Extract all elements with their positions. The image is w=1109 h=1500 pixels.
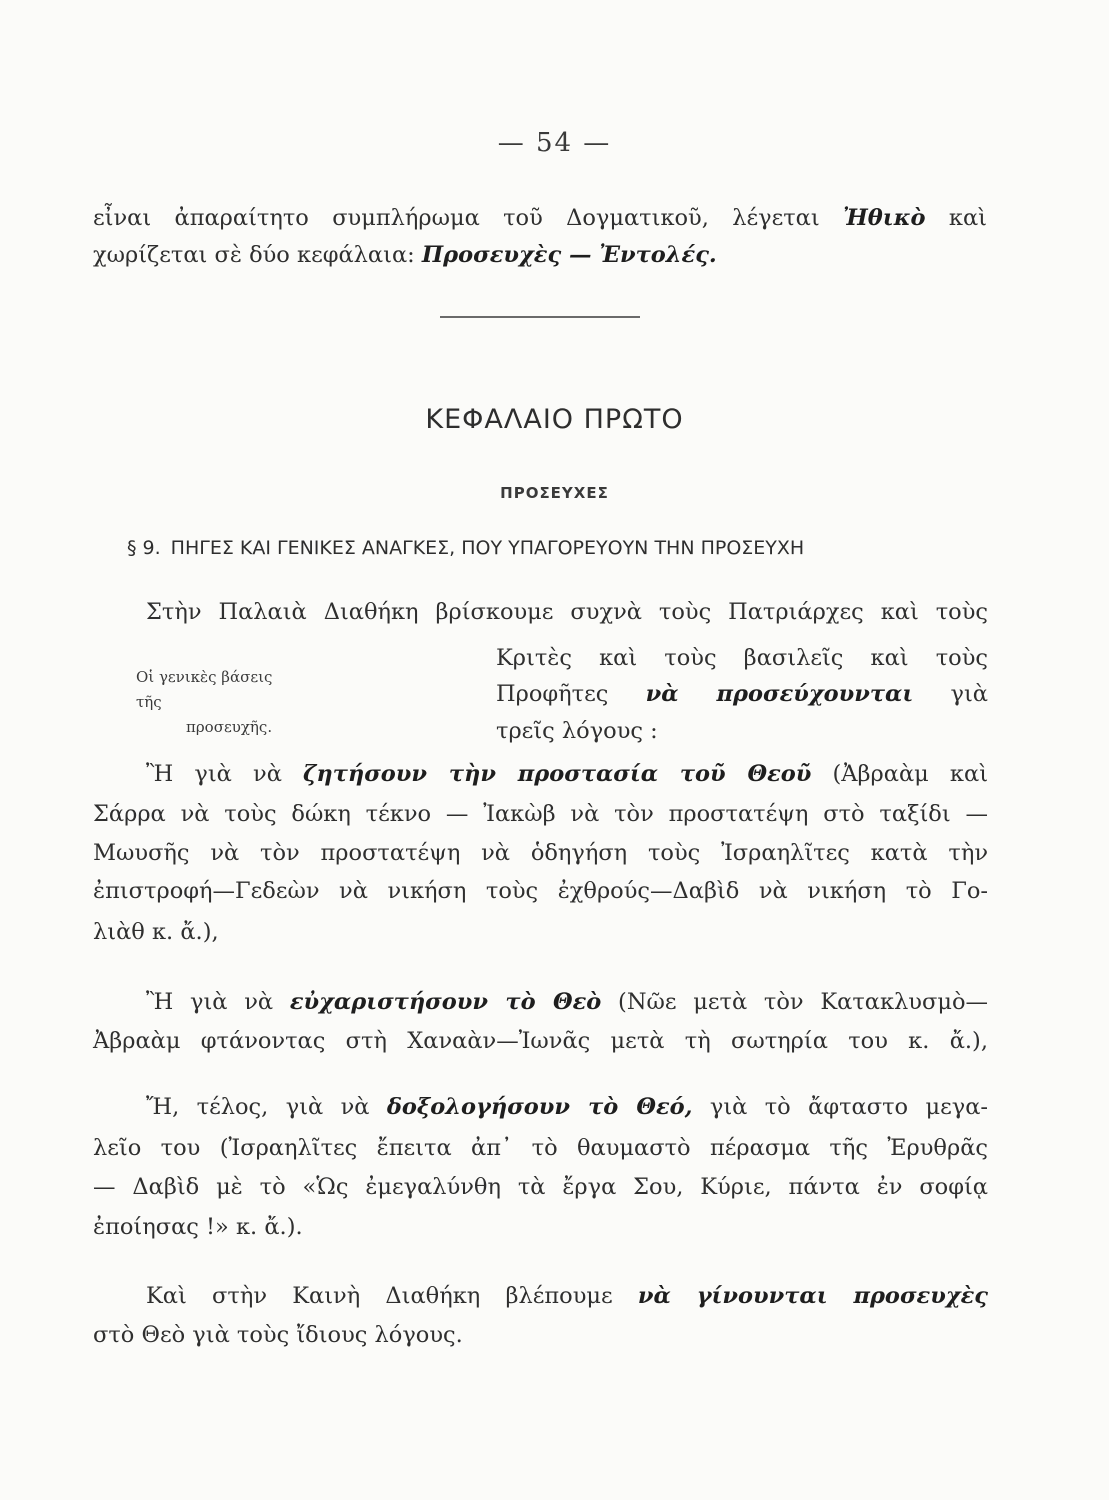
para1-line-4: τρεῖς λόγους :: [496, 718, 658, 744]
para2-line-3: Μωυσῆς νὰ τὸν προστατέψη νὰ ὁδηγήση τοὺς Ἰσραηλῖτες κατὰ τὴν: [93, 840, 988, 866]
para1-text-end: γιὰ: [913, 681, 988, 707]
margin-note-line-1: Οἱ γενικὲς βάσεις τῆς: [136, 668, 273, 711]
para3-emphasis: εὐχαριστήσουν τὸ Θεὸ: [289, 989, 602, 1015]
intro-line-1: [93, 203, 987, 233]
para3-line-2: Ἀβραὰμ φτάνοντας στὴ Χαναὰν—Ἰωνᾶς μετὰ τὴ σωτηρία του κ. ἄ.),: [93, 1028, 988, 1054]
para1-emphasis: νὰ προσεύχουνται: [645, 681, 914, 707]
para1-line-1: Στὴν Παλαιὰ Διαθήκη βρίσκουμε συχνὰ τοὺς Πατριάρχες καὶ τοὺς: [146, 599, 988, 625]
para4-line-1: [146, 1092, 988, 1122]
para5-emphasis: νὰ γίνουνται προσευχὲς: [637, 1283, 988, 1309]
section-heading: [127, 537, 804, 559]
para4-emphasis: δοξολογήσουν τὸ Θεό,: [386, 1094, 693, 1120]
para5-line-1: [146, 1281, 988, 1311]
intro-line-2: [93, 240, 717, 270]
para2-emphasis: ζητήσουν τὴν προστασία τοῦ Θεοῦ: [303, 761, 812, 787]
para5-text: Καὶ στὴν Καινὴ Διαθήκη βλέπουμε: [146, 1283, 638, 1309]
para2-text: Ἢ γιὰ νὰ: [146, 761, 304, 787]
para4-line-3: — Δαβὶδ μὲ τὸ «Ὡς ἐμεγαλύνθη τὰ ἔργα Σου, Κύριε, πάντα ἐν σοφίᾳ: [93, 1174, 988, 1200]
para3-text-end: (Νῶε μετὰ τὸν Κατακλυσμὸ—: [601, 989, 989, 1015]
intro-text-end: καὶ: [925, 205, 987, 231]
margin-note-line-2: προσευχῆς.: [186, 718, 273, 736]
para1-line-3: [496, 679, 988, 709]
para2-line-1: [146, 759, 988, 789]
para2-text-end: (Ἀβραὰμ καὶ: [811, 761, 989, 787]
para2-line-4: ἐπιστροφή—Γεδεὼν νὰ νικήση τοὺς ἐχθρούς—Δαβὶδ νὰ νικήση τὸ Γο-: [93, 878, 988, 904]
para3-text: Ἢ γιὰ νὰ: [146, 989, 290, 1015]
chapter-title: ΚΕΦΑΛΑΙΟ ΠΡΩΤΟ: [425, 404, 684, 435]
para2-line-2: Σάρρα νὰ τοὺς δώκη τέκνο — Ἰακὼβ νὰ τὸν προστατέψη στὸ ταξίδι —: [93, 801, 988, 827]
ornamental-divider: [440, 316, 640, 318]
section-heading-text: ΠΗΓΕΣ ΚΑΙ ΓΕΝΙΚΕΣ ΑΝΑΓΚΕΣ, ΠΟΥ ΥΠΑΓΟΡΕΥΟΥΝ ΤΗΝ ΠΡΟΣΕΥΧΗ: [170, 537, 805, 559]
margin-note: [136, 665, 286, 740]
para4-text: Ἤ, τέλος, γιὰ νὰ: [146, 1094, 387, 1120]
intro-text: χωρίζεται σὲ δύο κεφάλαια:: [93, 242, 422, 268]
chapters-terms: Προσευχὲς — Ἐντολές.: [421, 242, 717, 268]
para1-text: Προφῆτες: [496, 681, 646, 707]
intro-text: εἶναι ἀπαραίτητο συμπλήρωμα τοῦ Δογματικοῦ, λέγεται: [93, 205, 844, 231]
para4-text-end: γιὰ τὸ ἄφταστο μεγα-: [692, 1094, 989, 1120]
para3-line-1: [146, 987, 988, 1017]
para2-line-5: λιὰθ κ. ἄ.),: [93, 919, 219, 945]
ethiko-term: Ἠθικὸ: [843, 205, 926, 231]
page-number: — 54 —: [497, 128, 612, 158]
para5-line-2: στὸ Θεὸ γιὰ τοὺς ἴδιους λόγους.: [93, 1322, 463, 1348]
para1-line-2: Κριτὲς καὶ τοὺς βασιλεῖς καὶ τοὺς: [496, 645, 988, 671]
section-mark: § 9.: [127, 537, 161, 559]
para4-line-4: ἐποίησας !» κ. ἄ.).: [93, 1214, 303, 1240]
chapter-subtitle: ΠΡΟΣΕΥΧΕΣ: [500, 484, 609, 502]
para4-line-2: λεῖο του (Ἰσραηλῖτες ἔπειτα ἀπ᾿ τὸ θαυμαστὸ πέρασμα τῆς Ἐρυθρᾶς: [93, 1135, 988, 1161]
